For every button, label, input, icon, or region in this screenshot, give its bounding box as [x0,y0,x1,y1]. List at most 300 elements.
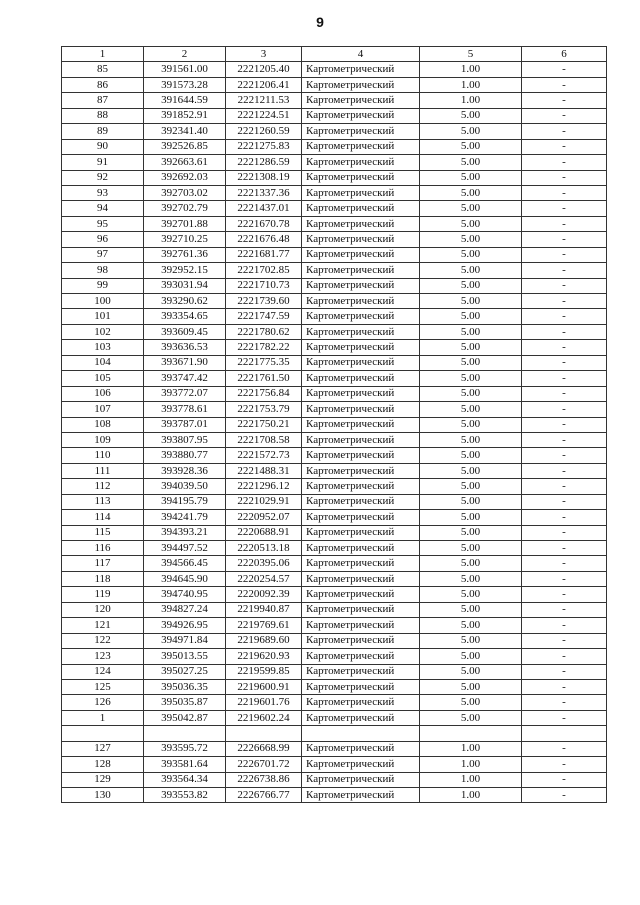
table-cell: Картометрический [302,170,420,185]
table-cell: 107 [62,402,144,417]
table-cell: 5.00 [420,587,522,602]
table-row [62,649,607,664]
table-cell: 88 [62,108,144,123]
table-cell: 118 [62,571,144,586]
table-cell: 5.00 [420,664,522,679]
table-cell: - [522,93,607,108]
table-cell: 5.00 [420,556,522,571]
table-cell: Картометрический [302,757,420,772]
table-cell: 5.00 [420,602,522,617]
header-cell: 5 [420,47,522,62]
table-cell: 85 [62,62,144,77]
table-row [62,602,607,617]
table-cell: 5.00 [420,185,522,200]
table-cell: 395042.87 [144,710,226,725]
table-cell: 86 [62,77,144,92]
table-row [62,741,607,756]
table-cell: 2221296.12 [226,479,302,494]
table-cell: 112 [62,479,144,494]
table-cell: 2221205.40 [226,62,302,77]
table-cell: - [522,633,607,648]
table-row [62,278,607,293]
table-row [62,324,607,339]
table-cell: 394971.84 [144,633,226,648]
table-cell: 2219599.85 [226,664,302,679]
table-cell: 5.00 [420,170,522,185]
table-cell: - [522,510,607,525]
table-row [62,633,607,648]
table-cell: 116 [62,541,144,556]
header-cell: 2 [144,47,226,62]
table-cell: 2221780.62 [226,324,302,339]
table-cell: 2221211.53 [226,93,302,108]
table-cell: 5.00 [420,108,522,123]
table-cell: 105 [62,371,144,386]
table-cell: 2221702.85 [226,263,302,278]
table-cell: 92 [62,170,144,185]
table-cell: 2221756.84 [226,386,302,401]
table-cell: 93 [62,185,144,200]
coordinates-table [61,46,607,803]
table-cell: Картометрический [302,139,420,154]
table-cell: Картометрический [302,618,420,633]
table-cell: 111 [62,463,144,478]
table-row [62,77,607,92]
table-cell: 2221782.22 [226,340,302,355]
table-cell: 1.00 [420,93,522,108]
table-row [62,155,607,170]
table-cell: Картометрический [302,679,420,694]
table-cell: - [522,371,607,386]
table-cell: Картометрический [302,232,420,247]
table-cell: 5.00 [420,510,522,525]
table-cell: 87 [62,93,144,108]
table-cell: 393636.53 [144,340,226,355]
table-row [62,108,607,123]
table-cell: Картометрический [302,463,420,478]
table-cell: 393787.01 [144,417,226,432]
table-cell: 125 [62,679,144,694]
table-cell: 2221224.51 [226,108,302,123]
table-cell: 120 [62,602,144,617]
table-cell: 5.00 [420,309,522,324]
table-cell: 2219940.87 [226,602,302,617]
table-cell: 2221260.59 [226,124,302,139]
table-cell: 101 [62,309,144,324]
table-cell: 1 [62,710,144,725]
table-cell: 5.00 [420,448,522,463]
table-cell: 1.00 [420,757,522,772]
table-cell: Картометрический [302,741,420,756]
table-cell: - [522,494,607,509]
table-cell: 129 [62,772,144,787]
table-cell: Картометрический [302,432,420,447]
table-row [62,170,607,185]
table-cell: 393778.61 [144,402,226,417]
table-cell: 2221029.91 [226,494,302,509]
table-row [62,757,607,772]
table-cell: 106 [62,386,144,401]
table-cell: 1.00 [420,77,522,92]
table-cell: 2221488.31 [226,463,302,478]
table-cell: - [522,649,607,664]
table-cell: Картометрический [302,62,420,77]
table-cell: - [522,571,607,586]
table-cell: 391852.91 [144,108,226,123]
table-cell: Картометрический [302,788,420,803]
table-cell: 392702.79 [144,201,226,216]
table-cell: 394926.95 [144,618,226,633]
table-cell: Картометрический [302,108,420,123]
table-cell: 2221710.73 [226,278,302,293]
table-cell: Картометрический [302,525,420,540]
table-cell: 2220092.39 [226,587,302,602]
table-cell: 2219600.91 [226,679,302,694]
table-cell: 5.00 [420,679,522,694]
table-cell: 394039.50 [144,479,226,494]
table-cell: 392952.15 [144,263,226,278]
table-cell: 2220395.06 [226,556,302,571]
table-cell: Картометрический [302,371,420,386]
table-cell: 5.00 [420,263,522,278]
table-row [62,788,607,803]
table-cell: 5.00 [420,710,522,725]
table-cell: Картометрический [302,417,420,432]
table-cell: 2221750.21 [226,417,302,432]
table-cell: 5.00 [420,649,522,664]
table-cell: 2219602.24 [226,710,302,725]
table-cell: 2219601.76 [226,695,302,710]
table-cell: 99 [62,278,144,293]
table-cell: - [522,309,607,324]
table-cell: 393595.72 [144,741,226,756]
table-row [62,417,607,432]
table-cell [62,726,144,741]
table-cell: 127 [62,741,144,756]
table-cell: - [522,448,607,463]
table-cell: Картометрический [302,649,420,664]
table-cell: 115 [62,525,144,540]
table-cell: Картометрический [302,448,420,463]
table-row [62,232,607,247]
table-cell: - [522,324,607,339]
table-cell: 5.00 [420,124,522,139]
table-cell: Картометрический [302,77,420,92]
table-cell: - [522,772,607,787]
table-cell: 2219689.60 [226,633,302,648]
table-cell: 2226668.99 [226,741,302,756]
table-cell: - [522,541,607,556]
table-cell: Картометрический [302,155,420,170]
table-cell: 110 [62,448,144,463]
table-cell: 100 [62,294,144,309]
table-cell: 394740.95 [144,587,226,602]
table-cell: - [522,417,607,432]
table-row [62,541,607,556]
table-cell: 5.00 [420,232,522,247]
table-cell: Картометрический [302,602,420,617]
table-cell: 126 [62,695,144,710]
table-cell: 5.00 [420,695,522,710]
table-cell: 393609.45 [144,324,226,339]
table-cell: - [522,124,607,139]
table-cell: 5.00 [420,278,522,293]
table-cell [420,726,522,741]
table-cell [302,726,420,741]
table-cell: 124 [62,664,144,679]
table-cell: - [522,664,607,679]
table-cell: 5.00 [420,479,522,494]
table-cell: 89 [62,124,144,139]
table-row [62,571,607,586]
table-row [62,695,607,710]
table-cell: 5.00 [420,494,522,509]
table-cell: Картометрический [302,494,420,509]
table-cell: 395036.35 [144,679,226,694]
table-cell: 2221747.59 [226,309,302,324]
table-cell: Картометрический [302,263,420,278]
table-cell: 394566.45 [144,556,226,571]
table-row [62,772,607,787]
table-row [62,309,607,324]
table-row [62,556,607,571]
table-cell: 5.00 [420,155,522,170]
table-cell: 2221670.78 [226,216,302,231]
table-cell: 393772.07 [144,386,226,401]
table-cell: - [522,741,607,756]
table-row [62,294,607,309]
table-cell: - [522,294,607,309]
header-cell: 4 [302,47,420,62]
table-cell: 2221775.35 [226,355,302,370]
table-cell: - [522,525,607,540]
table-cell: 113 [62,494,144,509]
table-cell: 392663.61 [144,155,226,170]
table-cell: 123 [62,649,144,664]
table-cell: 391573.28 [144,77,226,92]
table-cell: Картометрический [302,695,420,710]
table-cell: 5.00 [420,432,522,447]
table-cell: 2221676.48 [226,232,302,247]
table-cell: 393928.36 [144,463,226,478]
table-cell: 122 [62,633,144,648]
table-cell [144,726,226,741]
table-cell: 392692.03 [144,170,226,185]
table-cell: 103 [62,340,144,355]
table-cell: Картометрический [302,571,420,586]
table-cell: 117 [62,556,144,571]
table-cell: 1.00 [420,788,522,803]
table-cell: 104 [62,355,144,370]
table-cell: Картометрический [302,587,420,602]
table-cell: 5.00 [420,633,522,648]
table-row [62,402,607,417]
table-cell: 394195.79 [144,494,226,509]
table-cell: 5.00 [420,618,522,633]
table-cell: Картометрический [302,201,420,216]
table-cell: 393581.64 [144,757,226,772]
table-row [62,216,607,231]
table-cell: 97 [62,247,144,262]
table-row [62,263,607,278]
header-cell: 6 [522,47,607,62]
table-cell: - [522,556,607,571]
table-cell: Картометрический [302,510,420,525]
table-cell: 393807.95 [144,432,226,447]
table-cell: - [522,710,607,725]
table-cell: - [522,355,607,370]
table-cell: - [522,263,607,278]
table-row [62,726,607,741]
table-cell: - [522,108,607,123]
table-cell: 5.00 [420,139,522,154]
table-cell: 2221275.83 [226,139,302,154]
table-cell: 102 [62,324,144,339]
table-row [62,185,607,200]
table-cell: 392701.88 [144,216,226,231]
table-cell: 2226766.77 [226,788,302,803]
table-cell: - [522,170,607,185]
table-cell: Картометрический [302,402,420,417]
table-cell: 5.00 [420,216,522,231]
table-row [62,432,607,447]
table-cell: 5.00 [420,294,522,309]
table-cell: 2221572.73 [226,448,302,463]
table-cell: 94 [62,201,144,216]
table-cell: 5.00 [420,201,522,216]
table-cell: 5.00 [420,355,522,370]
table-row [62,201,607,216]
table-cell: 2221206.41 [226,77,302,92]
header-cell: 1 [62,47,144,62]
table-row [62,371,607,386]
table-cell: 1.00 [420,772,522,787]
table-cell: 393747.42 [144,371,226,386]
table-cell: 5.00 [420,340,522,355]
table-cell: 5.00 [420,525,522,540]
table-cell: 394645.90 [144,571,226,586]
table-header-row [62,47,607,62]
table-row [62,479,607,494]
table-cell: - [522,216,607,231]
table-cell: 109 [62,432,144,447]
table-cell: 395027.25 [144,664,226,679]
table-cell: 392703.02 [144,185,226,200]
table-cell: 2221286.59 [226,155,302,170]
table-cell: 2221761.50 [226,371,302,386]
table-cell: 393354.65 [144,309,226,324]
table-row [62,587,607,602]
table-cell: - [522,77,607,92]
table-cell: 393671.90 [144,355,226,370]
table-cell: 90 [62,139,144,154]
table-cell: - [522,340,607,355]
table-cell: Картометрический [302,309,420,324]
table-cell: 5.00 [420,386,522,401]
table-row [62,463,607,478]
table-cell: - [522,618,607,633]
table-cell: 5.00 [420,571,522,586]
table-cell: Картометрический [302,93,420,108]
table-cell: - [522,386,607,401]
table-row [62,710,607,725]
table-cell: 5.00 [420,247,522,262]
table-cell: 5.00 [420,417,522,432]
table-cell: 5.00 [420,324,522,339]
table-cell: 393553.82 [144,788,226,803]
table-cell: 1.00 [420,62,522,77]
table-cell: 2221681.77 [226,247,302,262]
table-cell: 394393.21 [144,525,226,540]
table-cell: 2221753.79 [226,402,302,417]
table-cell: 98 [62,263,144,278]
table-row [62,510,607,525]
table-cell: Картометрический [302,479,420,494]
table-row [62,340,607,355]
table-cell: - [522,587,607,602]
table-cell: 395013.55 [144,649,226,664]
table-cell: Картометрический [302,216,420,231]
table-cell: - [522,402,607,417]
table-row [62,247,607,262]
table-cell: 91 [62,155,144,170]
table-cell: 2226701.72 [226,757,302,772]
table-cell: 2219769.61 [226,618,302,633]
table-cell: 2220952.07 [226,510,302,525]
table-cell: 394241.79 [144,510,226,525]
table-cell [522,726,607,741]
table-cell: 121 [62,618,144,633]
table-cell: - [522,479,607,494]
table-cell: - [522,788,607,803]
table-cell: 2221337.36 [226,185,302,200]
table-cell: - [522,679,607,694]
table-cell: Картометрический [302,664,420,679]
table-cell: Картометрический [302,386,420,401]
table-cell: 392341.40 [144,124,226,139]
table-row [62,93,607,108]
page-number: 9 [316,14,324,30]
table-cell: - [522,247,607,262]
table-cell: - [522,155,607,170]
table-cell: - [522,62,607,77]
table-cell: Картометрический [302,541,420,556]
table-cell: - [522,463,607,478]
table-cell: 5.00 [420,371,522,386]
table-row [62,124,607,139]
table-cell: 395035.87 [144,695,226,710]
table-row [62,618,607,633]
table-cell: 5.00 [420,541,522,556]
table-cell: 2221437.01 [226,201,302,216]
table-cell: Картометрический [302,124,420,139]
table-cell: Картометрический [302,247,420,262]
table-cell: 393564.34 [144,772,226,787]
header-cell: 3 [226,47,302,62]
table-cell: 1.00 [420,741,522,756]
table-row [62,679,607,694]
table-cell: Картометрический [302,324,420,339]
table-cell: 128 [62,757,144,772]
table-cell: - [522,232,607,247]
table-cell: 108 [62,417,144,432]
table-cell: - [522,757,607,772]
table-cell: 114 [62,510,144,525]
table-cell: 5.00 [420,402,522,417]
table-cell: 2226738.86 [226,772,302,787]
table-cell: Картометрический [302,556,420,571]
table-cell: 2221308.19 [226,170,302,185]
